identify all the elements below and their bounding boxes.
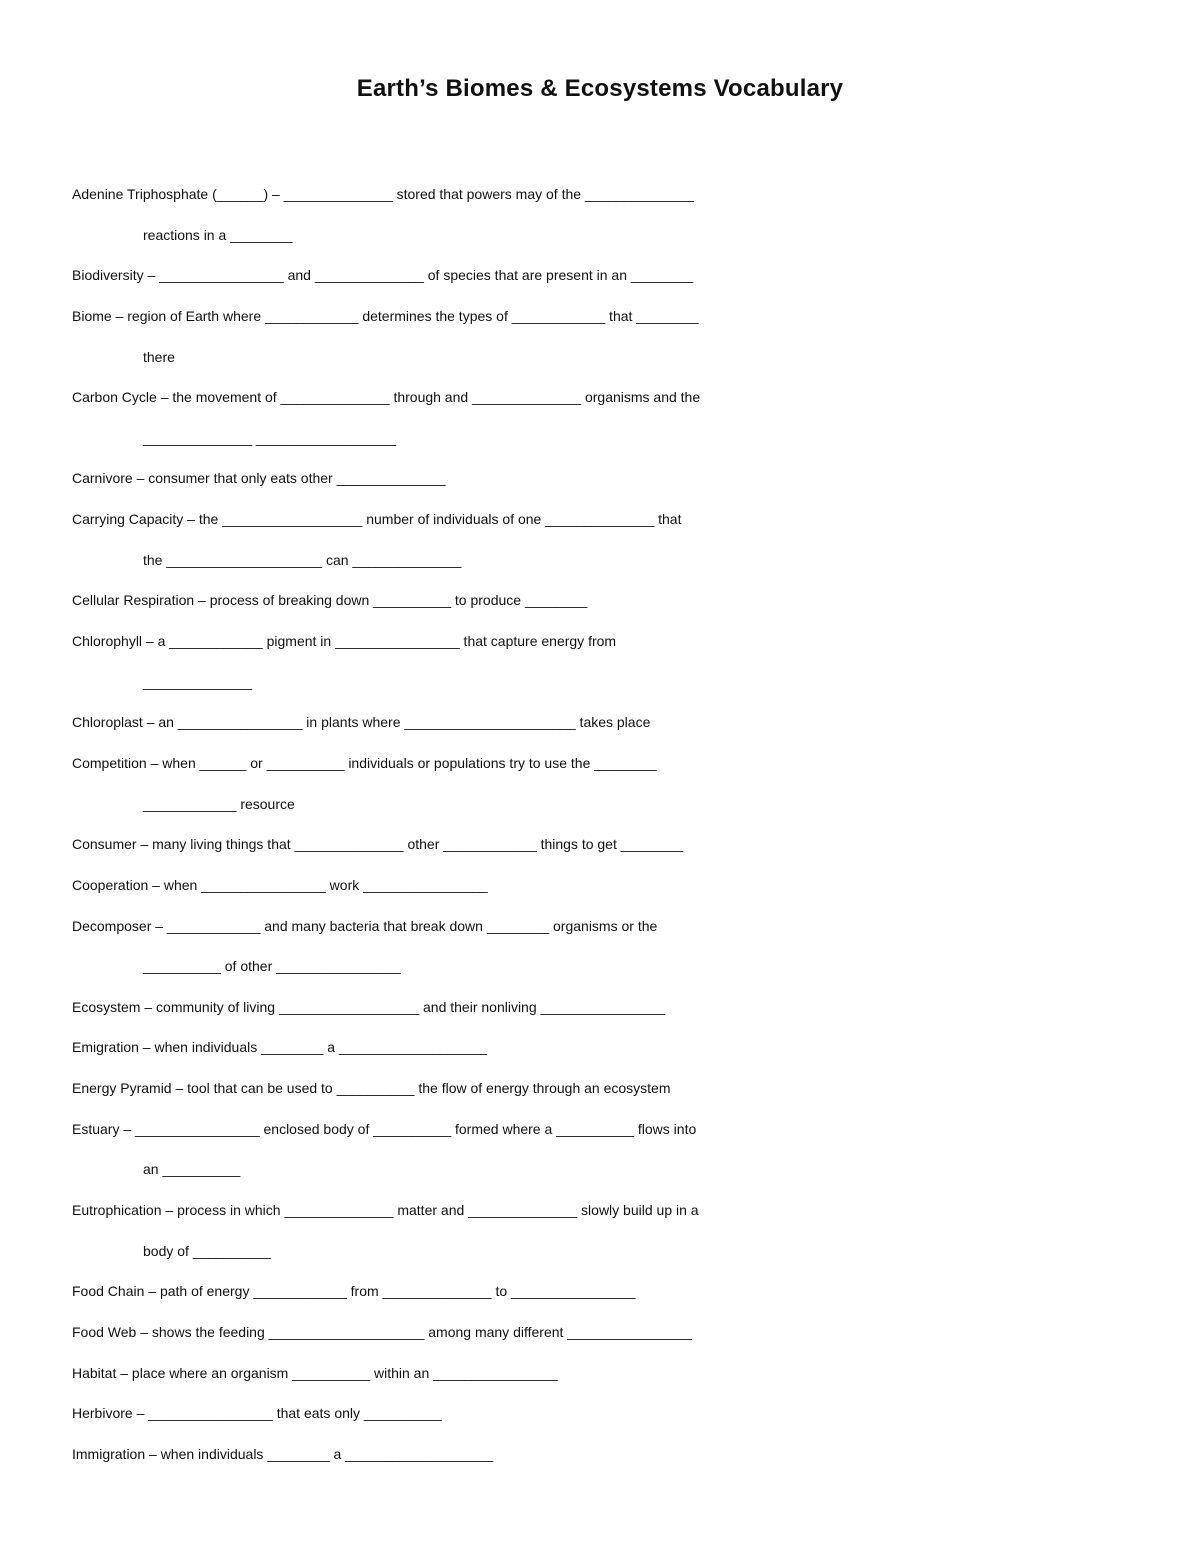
vocab-definition-line: Biodiversity – ________________ and ______________ of species that are present in an ________ xyxy=(72,267,694,284)
vocab-definition-line: Decomposer – ____________ and many bacteria that break down ________ organisms or the xyxy=(72,917,658,934)
vocab-entry xyxy=(72,1353,1142,1394)
vocabulary-list xyxy=(72,174,1142,1475)
vocab-entry xyxy=(72,1271,1142,1312)
vocab-entry xyxy=(72,296,1142,377)
vocab-entry xyxy=(72,1393,1142,1434)
vocab-definition-line: Eutrophication – process in which ______________ matter and ______________ slowly build up in a xyxy=(72,1202,699,1219)
vocab-definition-line: Cellular Respiration – process of breaking down __________ to produce ________ xyxy=(72,592,588,609)
vocab-entry xyxy=(72,702,1142,743)
vocab-entry xyxy=(72,255,1142,296)
vocab-continuation-line: the ____________________ can ______________ xyxy=(143,551,462,568)
vocab-entry xyxy=(72,1312,1142,1353)
vocab-entry xyxy=(72,1068,1142,1109)
page-title: Earth’s Biomes & Ecosystems Vocabulary xyxy=(356,75,844,102)
vocab-entry xyxy=(72,174,1142,255)
vocab-entry xyxy=(72,377,1142,458)
vocab-entry xyxy=(72,621,1142,702)
vocab-entry xyxy=(72,499,1142,580)
vocab-definition-line: Carrying Capacity – the __________________ number of individuals of one ______________ that xyxy=(72,511,682,528)
vocab-definition-line: Carnivore – consumer that only eats other ______________ xyxy=(72,470,446,487)
vocab-continuation-line: ______________ xyxy=(143,673,253,690)
vocab-continuation-line: __________ of other ________________ xyxy=(143,958,401,975)
vocab-definition-line: Chloroplast – an ________________ in plants where ______________________ takes place xyxy=(72,714,651,731)
vocab-entry xyxy=(72,580,1142,621)
vocab-continuation-line: ______________ __________________ xyxy=(143,429,397,446)
vocab-entry xyxy=(72,987,1142,1028)
vocab-continuation-line: an __________ xyxy=(143,1161,241,1178)
vocab-definition-line: Adenine Triphosphate (______) – ______________ stored that powers may of the ______________ xyxy=(72,186,694,202)
vocab-entry xyxy=(72,458,1142,499)
vocab-definition-line: Food Web – shows the feeding ____________________ among many different ________________ xyxy=(72,1323,692,1340)
vocab-entry xyxy=(72,865,1142,906)
vocab-continuation-line: body of __________ xyxy=(143,1242,271,1259)
vocab-definition-line: Estuary – ________________ enclosed body of __________ formed where a __________ flows into xyxy=(72,1120,697,1137)
vocab-entry xyxy=(72,743,1142,824)
vocab-definition-line: Carbon Cycle – the movement of ______________ through and ______________ organisms and the xyxy=(72,389,701,406)
vocab-definition-line: Immigration – when individuals ________ a ___________________ xyxy=(72,1445,494,1462)
vocab-definition-line: Consumer – many living things that ______________ other ____________ things to get ________ xyxy=(72,836,684,853)
vocab-definition-line: Energy Pyramid – tool that can be used to __________ the flow of energy through an ecosystem xyxy=(72,1080,671,1097)
vocab-definition-line: Biome – region of Earth where ____________ determines the types of ____________ that ________ xyxy=(72,307,699,324)
vocab-entry xyxy=(72,824,1142,865)
vocab-entry xyxy=(72,1190,1142,1271)
vocab-entry xyxy=(72,1109,1142,1190)
vocab-definition-line: Food Chain – path of energy ____________ from ______________ to ________________ xyxy=(72,1283,636,1300)
vocab-definition-line: Emigration – when individuals ________ a ___________________ xyxy=(72,1039,487,1056)
vocab-definition-line: Ecosystem – community of living __________________ and their nonliving ________________ xyxy=(72,998,666,1015)
vocab-entry xyxy=(72,906,1142,987)
vocab-definition-line: Chlorophyll – a ____________ pigment in ________________ that capture energy from xyxy=(72,633,617,650)
vocab-continuation-line: there xyxy=(143,348,175,365)
vocab-continuation-line: reactions in a ________ xyxy=(143,226,293,243)
vocab-definition-line: Competition – when ______ or __________ individuals or populations try to use the ________ xyxy=(72,754,657,771)
vocab-definition-line: Herbivore – ________________ that eats only __________ xyxy=(72,1405,442,1422)
vocab-continuation-line: ____________ resource xyxy=(143,795,295,812)
vocab-definition-line: Cooperation – when ________________ work ________________ xyxy=(72,876,488,893)
vocab-entry xyxy=(72,1027,1142,1068)
vocab-entry xyxy=(72,1434,1142,1475)
vocab-definition-line: Habitat – place where an organism __________ within an ________________ xyxy=(72,1364,558,1381)
